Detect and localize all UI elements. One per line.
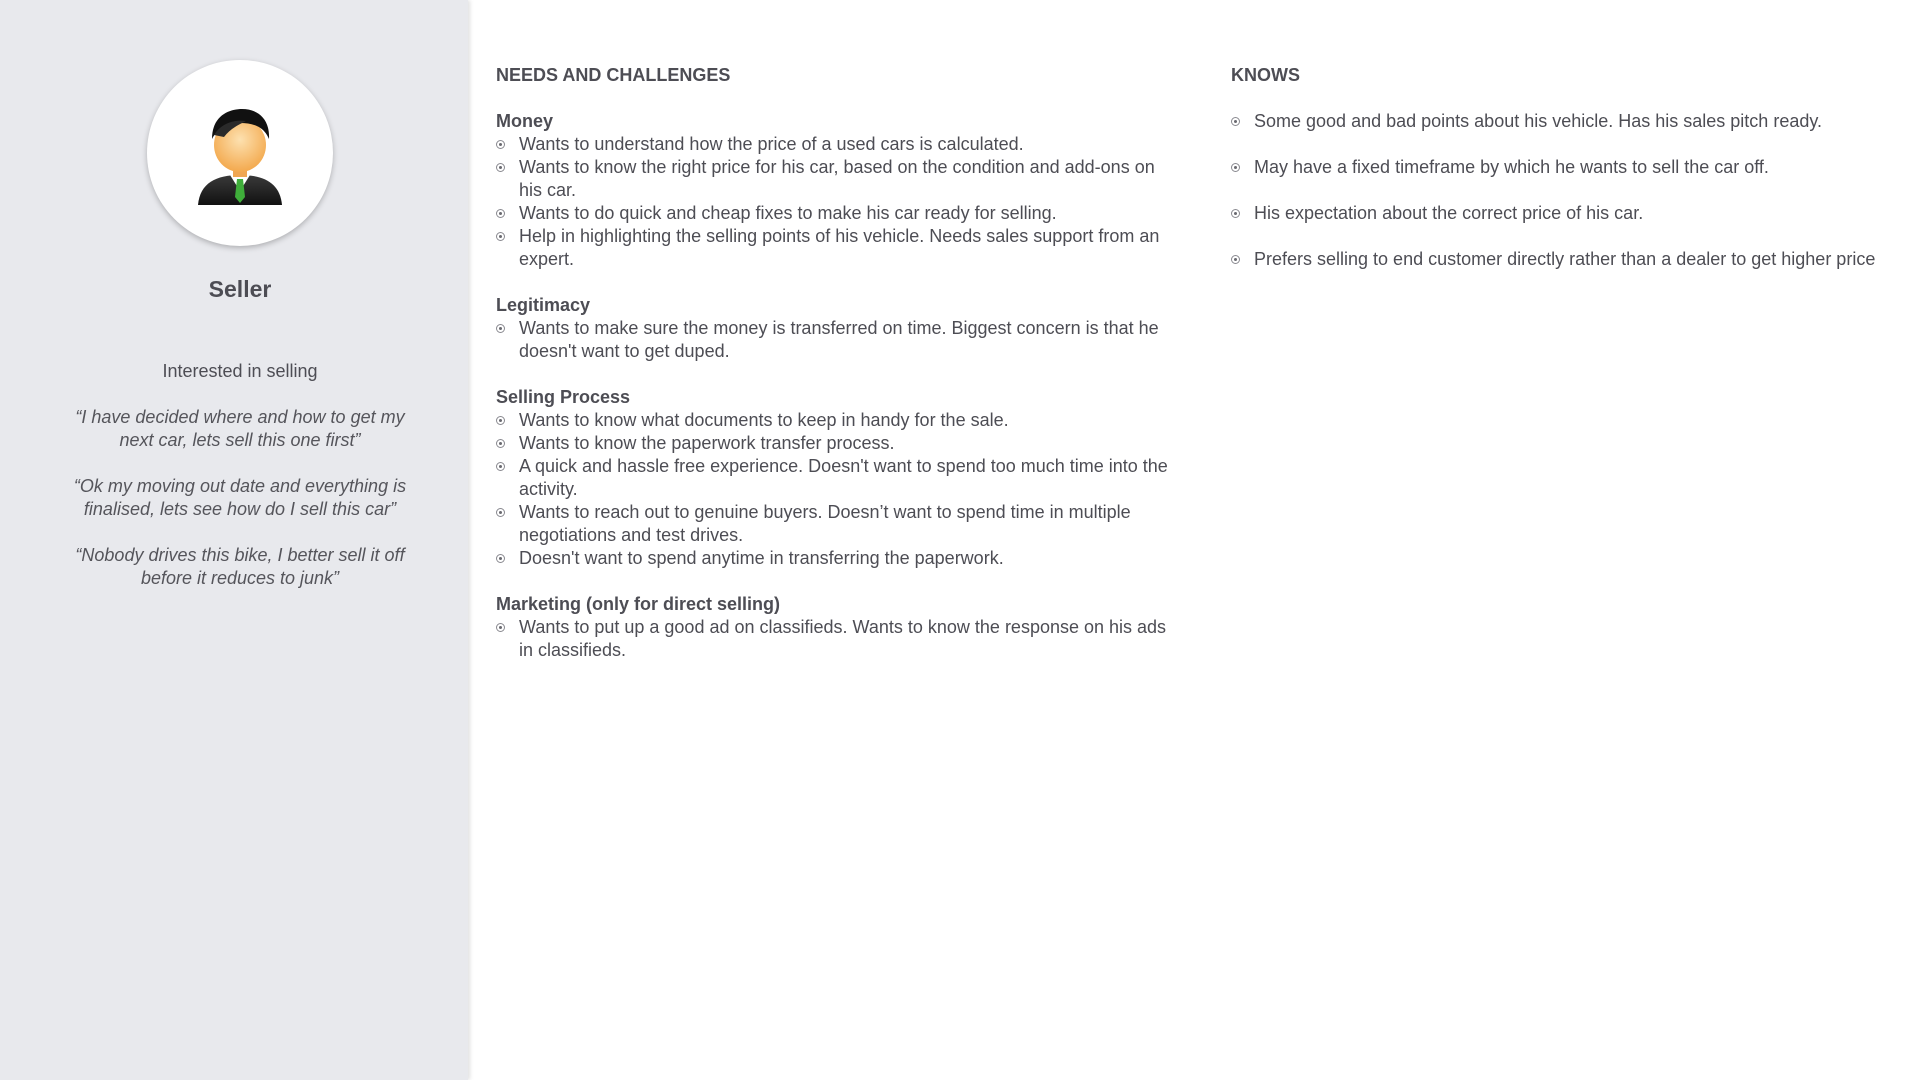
list-item-text: Prefers selling to end customer directly rather than a dealer to get higher price xyxy=(1254,249,1876,269)
list-item xyxy=(496,547,1176,570)
knows-heading: KNOWS xyxy=(1231,65,1300,85)
list-item-text: Wants to put up a good ad on classifieds. Wants to know the response on his ads in classifieds. xyxy=(519,617,1167,660)
list-item xyxy=(496,156,1176,202)
persona-tagline: Interested in selling xyxy=(162,361,318,381)
bullet-icon xyxy=(1231,117,1240,126)
knows-section xyxy=(1231,64,1891,294)
persona-name: Seller xyxy=(208,276,272,302)
list-item-text: Wants to understand how the price of a used cars is calculated. xyxy=(519,134,1024,154)
list-item xyxy=(496,202,1176,225)
bullet-icon xyxy=(496,324,505,333)
list-item-text: Wants to reach out to genuine buyers. Doesn’t want to spend time in multiple negotiations and test drives. xyxy=(519,502,1131,545)
list-item-text: His expectation about the correct price of his car. xyxy=(1254,203,1644,223)
bullet-icon xyxy=(496,462,505,471)
list-item-text: A quick and hassle free experience. Doesn't want to spend too much time into the activity. xyxy=(519,456,1168,499)
list-item-text: Wants to do quick and cheap fixes to make his car ready for selling. xyxy=(519,203,1057,223)
list-item xyxy=(496,616,1176,662)
list-item-text: Doesn't want to spend anytime in transferring the paperwork. xyxy=(519,548,1004,568)
list-item xyxy=(496,409,1176,432)
list-item-text: May have a fixed timeframe by which he wants to sell the car off. xyxy=(1254,157,1769,177)
needs-group-money xyxy=(496,110,1176,271)
group-title: Legitimacy xyxy=(496,295,591,315)
group-title: Marketing (only for direct selling) xyxy=(496,594,781,614)
persona-quote: “I have decided where and how to get my next car, lets sell this one first” xyxy=(75,407,405,450)
bullet-icon xyxy=(496,439,505,448)
bullet-icon xyxy=(496,209,505,218)
bullet-icon xyxy=(1231,209,1240,218)
bullet-icon xyxy=(496,416,505,425)
list-item-text: Wants to know what documents to keep in handy for the sale. xyxy=(519,410,1009,430)
list-item xyxy=(496,432,1176,455)
list-item xyxy=(496,501,1176,547)
list-item-text: Some good and bad points about his vehicle. Has his sales pitch ready. xyxy=(1254,111,1823,131)
list-item xyxy=(1231,156,1891,179)
list-item xyxy=(496,455,1176,501)
list-item xyxy=(1231,248,1891,271)
bullet-icon xyxy=(496,163,505,172)
bullet-list xyxy=(496,409,1176,570)
needs-group-selling-process xyxy=(496,386,1176,570)
list-item-text: Wants to make sure the money is transferred on time. Biggest concern is that he doesn't want to get duped. xyxy=(519,318,1159,361)
bullet-icon xyxy=(1231,163,1240,172)
bullet-icon xyxy=(496,623,505,632)
persona-description xyxy=(60,360,420,613)
needs-section xyxy=(496,64,1176,685)
group-title: Money xyxy=(496,111,554,131)
bullet-icon xyxy=(496,140,505,149)
bullet-list xyxy=(496,133,1176,271)
list-item xyxy=(496,225,1176,271)
bullet-icon xyxy=(496,508,505,517)
needs-group-marketing xyxy=(496,593,1176,662)
persona-quote: “Ok my moving out date and everything is finalised, lets see how do I sell this car” xyxy=(73,476,407,519)
list-item-text: Help in highlighting the selling points of his vehicle. Needs sales support from an expert. xyxy=(519,226,1160,269)
bullet-list xyxy=(496,616,1176,662)
businessman-avatar-icon xyxy=(190,105,290,205)
list-item-text: Wants to know the paperwork transfer process. xyxy=(519,433,895,453)
persona-sidebar xyxy=(0,0,468,1080)
knows-list xyxy=(1231,110,1891,271)
group-title: Selling Process xyxy=(496,387,631,407)
avatar xyxy=(147,60,333,246)
list-item xyxy=(496,133,1176,156)
needs-heading: NEEDS AND CHALLENGES xyxy=(496,65,731,85)
bullet-list xyxy=(496,317,1176,363)
bullet-icon xyxy=(1231,255,1240,264)
list-item-text: Wants to know the right price for his car, based on the condition and add-ons on his car. xyxy=(519,157,1155,200)
bullet-icon xyxy=(496,554,505,563)
list-item xyxy=(1231,202,1891,225)
bullet-icon xyxy=(496,232,505,241)
list-item xyxy=(1231,110,1891,133)
list-item xyxy=(496,317,1176,363)
needs-group-legitimacy xyxy=(496,294,1176,363)
persona-quote: “Nobody drives this bike, I better sell it off before it reduces to junk” xyxy=(75,545,405,588)
